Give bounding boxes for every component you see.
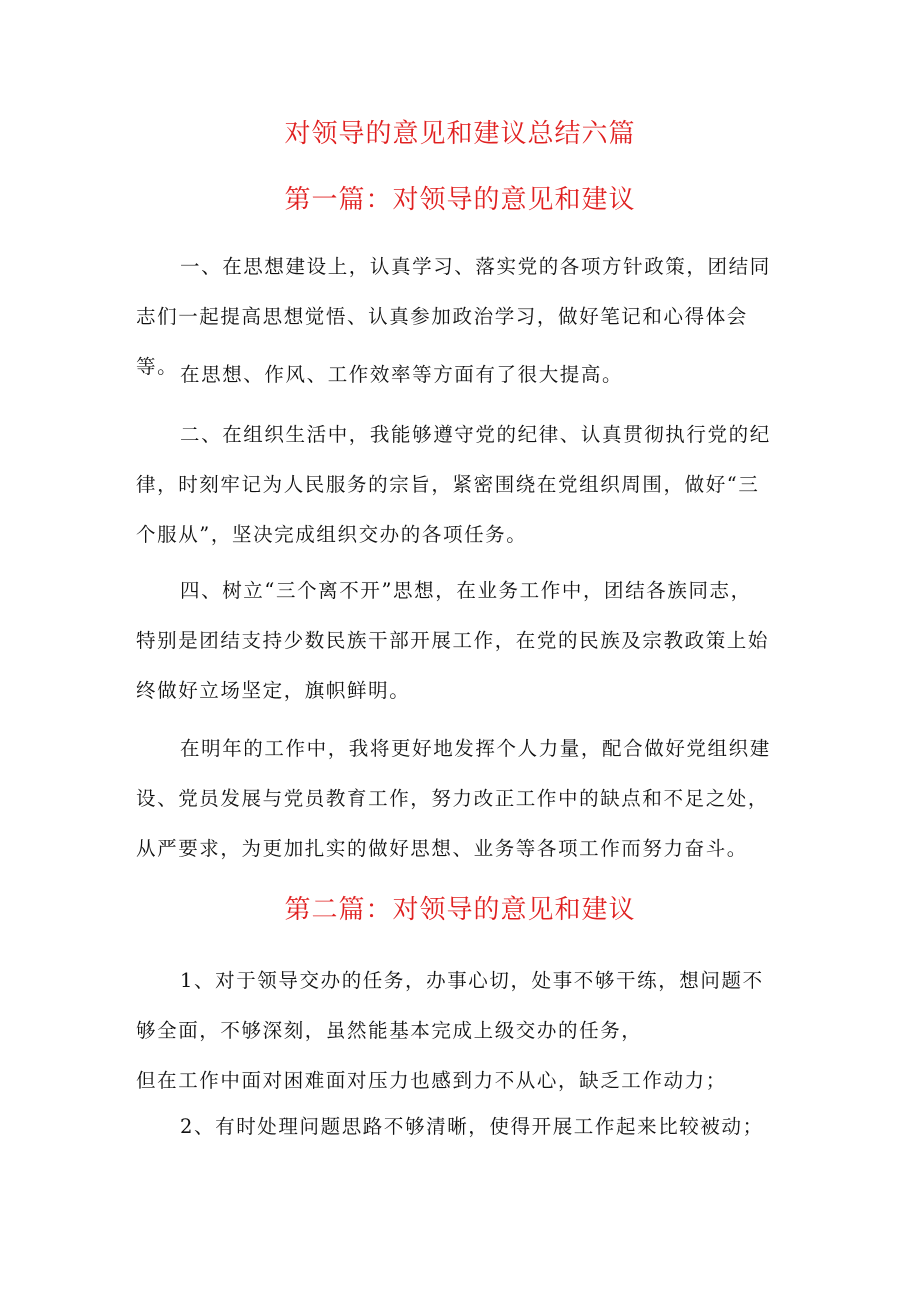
paragraph-line: 律，时刻牢记为人民服务的宗旨，紧密围绕在党组织周围，做好“三 bbox=[136, 473, 760, 496]
paragraph-line: 从严要求，为更加扎实的做好思想、业务等各项工作而努力奋斗。 bbox=[136, 837, 748, 860]
paragraph-line: 终做好立场坚定，旗帜鲜明。 bbox=[136, 679, 411, 702]
paragraph-line: 二、在组织生活中，我能够遵守党的纪律、认真贯彻执行党的纪 bbox=[180, 423, 771, 446]
paragraph-line: 设、党员发展与党员教育工作，努力改正工作中的缺点和不足之处， bbox=[136, 787, 770, 810]
document-title: 对领导的意见和建议总结六篇 bbox=[284, 119, 636, 149]
section-2-paragraph-1 bbox=[136, 956, 788, 1106]
paragraph-line: 特别是团结支持少数民族干部开展工作，在党的民族及宗教政策上始 bbox=[136, 629, 770, 652]
section-2-paragraph-2 bbox=[136, 1102, 788, 1152]
paragraph-line: 四、树立“三个离不开”思想，在业务工作中，团结各族同志， bbox=[180, 579, 752, 602]
section-2-heading: 第二篇：对领导的意见和建议 bbox=[284, 895, 636, 925]
paragraph-line: 在明年的工作中，我将更好地发挥个人力量，配合做好党组织建 bbox=[180, 737, 771, 760]
paragraph-line: 志们一起提高思想觉悟、认真参加政治学习，做好笔记和心得体会等。 bbox=[136, 305, 748, 378]
section-1-paragraph-2 bbox=[136, 350, 788, 400]
section-1-paragraph-5 bbox=[136, 724, 788, 874]
paragraph-line: 但在工作中面对困难面对压力也感到力不从心，缺乏工作动力； bbox=[136, 1069, 727, 1092]
paragraph-line: 2、有时处理问题思路不够清晰，使得开展工作起来比较被动； bbox=[180, 1115, 764, 1138]
paragraph-line: 1、对于领导交办的任务，办事心切，处事不够干练，想问题不 bbox=[180, 969, 764, 992]
paragraph-line: 在思想、作风、工作效率等方面有了很大提高。 bbox=[180, 363, 624, 386]
section-1-heading: 第一篇：对领导的意见和建议 bbox=[284, 185, 636, 215]
section-1-paragraph-3 bbox=[136, 410, 788, 560]
section-1-paragraph-4 bbox=[136, 566, 788, 716]
paragraph-line: 够全面，不够深刻，虽然能基本完成上级交办的任务， bbox=[136, 1019, 643, 1042]
paragraph-line: 个服从”，坚决完成组织交办的各项任务。 bbox=[136, 523, 528, 546]
paragraph-line: 一、在思想建设上，认真学习、落实党的各项方针政策，团结同 bbox=[180, 255, 771, 278]
